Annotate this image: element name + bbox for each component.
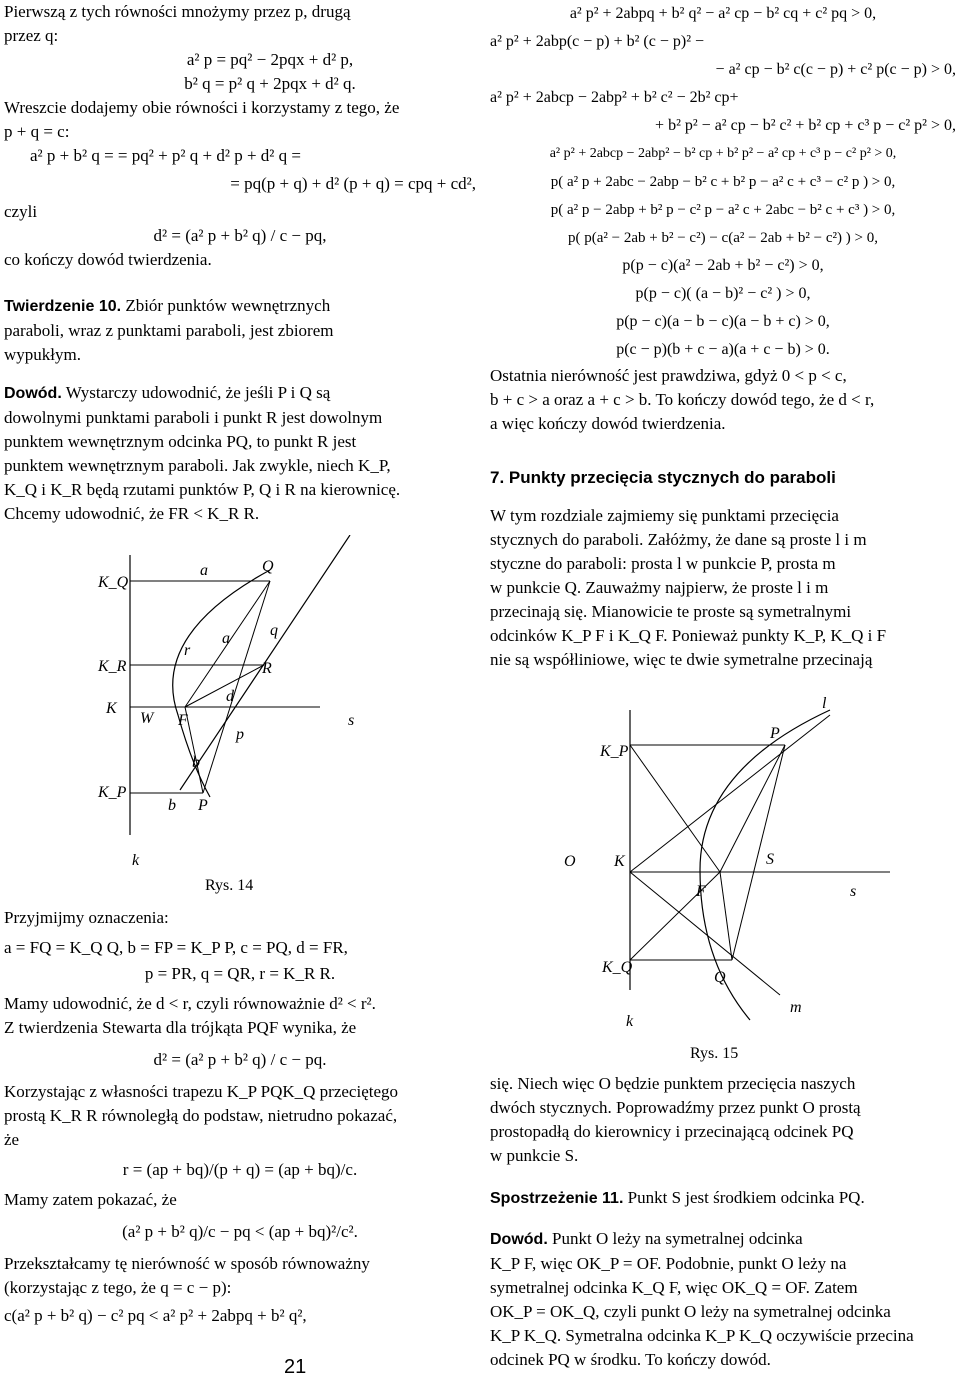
proof-text: Punkt O leży na symetralnej odcinka [552, 1229, 803, 1248]
section-heading: 7. Punkty przecięcia stycznych do paraboli [490, 468, 836, 487]
figure-15 [560, 690, 900, 1030]
proof-label: Dowód. [4, 385, 62, 402]
text-line: w punkcie Q. Zauważmy najpierw, że proste l i m [490, 578, 829, 597]
observation-text: Punkt S jest środkiem odcinka PQ. [627, 1188, 865, 1207]
text-line: K_P F, więc OK_P = OF. Podobnie, punkt O leży na [490, 1254, 847, 1273]
text-line: Mamy zatem pokazać, że [4, 1190, 177, 1209]
left-column [4, 0, 476, 526]
label-k: K [614, 853, 625, 870]
equation: p(p − c)(a² − 2ab + b² − c²) > 0, [622, 257, 824, 274]
proof [490, 1227, 956, 1252]
label-k-directrix: k [626, 1013, 634, 1030]
theorem-label: Twierdzenie 10. [4, 298, 122, 315]
label-kp: K_P [600, 743, 629, 760]
text-line: b + c > a oraz a + c > b. To kończy dowód tego, że d < r, [490, 390, 875, 409]
label-a-mid: a [222, 630, 230, 647]
segment-pf [720, 745, 785, 872]
observation [490, 1186, 956, 1211]
theorem-text: Zbiór punktów wewnętrznych [125, 296, 331, 315]
label-l: l [822, 695, 827, 712]
segment-kq-f [630, 872, 720, 960]
label-m: m [790, 999, 802, 1016]
text-line: że [4, 1130, 20, 1149]
parabola [173, 570, 270, 797]
segment-pq [732, 745, 785, 960]
label-r: r [184, 642, 191, 659]
proof-label: Dowód. [490, 1231, 548, 1248]
label-o: O [564, 853, 576, 870]
equation: p(p − c)( (a − b)² − c² ) > 0, [635, 285, 811, 302]
label-p-point: P [198, 797, 208, 814]
equation: p( a² p + 2abc − 2abp − b² c + b² p − a² c + c³ − c² p ) > 0, [550, 174, 896, 190]
label-q-point: Q [262, 558, 274, 575]
label-s: s [348, 712, 355, 729]
text-line: odcinek PQ w środku. To kończy dowód. [490, 1350, 771, 1369]
equation: a² p² + 2abcp − 2abp² + b² c² − 2b² cp+ [490, 89, 739, 106]
equation: (a² p + b² q)/c − pq < (ap + bq)²/c². [122, 1222, 358, 1241]
label-q: Q [714, 969, 726, 986]
label-kq: K_Q [602, 959, 633, 976]
text-line: Przyjmijmy oznaczenia: [4, 908, 169, 927]
figure-15-caption: Rys. 15 [690, 1045, 739, 1062]
label-r-point: R [262, 660, 272, 677]
text-line: paraboli, wraz z punktami paraboli, jest zbiorem [4, 321, 334, 340]
text-line: dwóch stycznych. Poprowadźmy przez punkt O prostą [490, 1098, 861, 1117]
theorem [4, 294, 476, 319]
text-line: nie są współliniowe, więc te dwie symetralne przecinają [490, 650, 873, 669]
text-line: Ostatnia nierówność jest prawdziwa, gdyż 0 < p < c, [490, 366, 847, 385]
text-line: Przekształcamy tę nierówność w sposób równoważny [4, 1254, 370, 1273]
page-number: 21 [284, 1356, 307, 1378]
equation: − a² cp − b² c(c − p) + c² p(c − p) > 0, [715, 61, 956, 78]
text-line: a więc kończy dowód twierdzenia. [490, 414, 726, 433]
label-k: K [106, 700, 117, 717]
text-line: przez q: [4, 26, 59, 45]
label-s: s [850, 883, 857, 900]
right-column [490, 0, 956, 672]
text-line: p + q = c: [4, 122, 70, 141]
text-line: K_Q i K_R będą rzutami punktów P, Q i R na kierownicę. [4, 480, 401, 499]
text-line: co kończy dowód twierdzenia. [4, 250, 212, 269]
text-line: W tym rozdziale zajmiemy się punktami przecięcia [490, 506, 839, 525]
label-s-point: S [766, 851, 774, 868]
text-line: odcinków K_P F i K_Q F. Ponieważ punkty K_P, K_Q i F [490, 626, 887, 645]
text-line: punktem wewnętrznym paraboli. Jak zwykle, niech K_P, [4, 456, 391, 475]
equation: r = (ap + bq)/(p + q) = (ap + bq)/c. [122, 1160, 358, 1179]
left-column-lower [4, 906, 476, 1328]
equation: a² p + b² q = = pq² + p² q + d² p + d² q = [30, 146, 301, 165]
text-line: w punkcie S. [490, 1146, 579, 1165]
equation: d² = (a² p + b² q) / c − pq, [153, 226, 327, 245]
label-q-seg: q [270, 622, 278, 639]
equation: a² p² + 2abcp − 2abp² − b² cp + b² p² − a² cp + c³ p − c² p² > 0, [549, 146, 897, 161]
text-line: wypukłym. [4, 345, 81, 364]
label-f: F [178, 712, 188, 729]
equation: p(c − p)(b + c − a)(a + c − b) > 0. [616, 341, 830, 358]
tangent-l [630, 715, 830, 872]
label-k-directrix: k [132, 852, 140, 869]
segment-fr [185, 665, 264, 707]
equation: + b² p² − a² cp − b² c² + b² cp + c³ p − c² p² > 0, [655, 117, 956, 134]
label-kp: K_P [98, 784, 127, 801]
equation: b² q = p² q + 2pqx + d² q. [184, 74, 356, 93]
text-line: Chcemy udowodnić, że FR < K_R R. [4, 504, 260, 523]
text-line: Wreszcie dodajemy obie równości i korzystamy z tego, że [4, 98, 400, 117]
equation: c(a² p + b² q) − c² pq < a² p² + 2abpq + b² q², [4, 1306, 307, 1325]
text-line: stycznych do paraboli. Załóżmy, że dane są proste l i m [490, 530, 867, 549]
text-line: Mamy udowodnić, że d < r, czyli równoważnie d² < r². [4, 994, 376, 1013]
text-line: dowolnymi punktami paraboli i punkt R jest dowolnym [4, 408, 383, 427]
label-b-bottom: b [168, 797, 176, 814]
equation: a² p² + 2abp(c − p) + b² (c − p)² − [490, 33, 705, 50]
right-column-lower [490, 1072, 956, 1372]
text-line: K_P K_Q. Symetralna odcinka K_P K_Q oczywiście przecina [490, 1326, 914, 1345]
label-kq: K_Q [98, 574, 129, 591]
text-line: punktem wewnętrznym odcinka PQ, to punkt R jest [4, 432, 357, 451]
proof-text: Wystarczy udowodnić, że jeśli P i Q są [65, 383, 331, 402]
label-w: W [140, 710, 154, 727]
label-a-top: a [200, 562, 208, 579]
label-kr: K_R [98, 658, 127, 675]
proof [4, 381, 476, 406]
text-line: Z twierdzenia Stewarta dla trójkąta PQF wynika, że [4, 1018, 357, 1037]
equation: p = PR, q = QR, r = K_R R. [144, 964, 336, 983]
figure-14-caption: Rys. 14 [205, 877, 254, 894]
label-f: F [696, 883, 706, 900]
text-line: prostą K_R R równoległą do podstaw, nietrudno pokazać, [4, 1106, 398, 1125]
label-p: P [770, 725, 780, 742]
text-line: się. Niech więc O będzie punktem przecięcia naszych [490, 1074, 856, 1093]
figure-14 [80, 535, 380, 905]
text-line: symetralnej odcinka K_Q F, więc OK_Q = OF. Zatem [490, 1278, 858, 1297]
text-line: (korzystając z tego, że q = c − p): [4, 1278, 232, 1297]
label-p-seg: p [236, 726, 244, 743]
text-line: Korzystając z własności trapezu K_P PQK_Q przeciętego [4, 1082, 399, 1101]
label-b-mid: b [192, 754, 200, 771]
observation-label: Spostrzeżenie 11. [490, 1190, 624, 1207]
text-line: Pierwszą z tych równości mnożymy przez p, drugą [4, 2, 351, 21]
equation: = pq(p + q) + d² (p + q) = cpq + cd², [230, 174, 476, 193]
segment-pq [203, 581, 270, 793]
equation: a² p = pq² − 2pqx + d² p, [186, 50, 354, 69]
equation: a = FQ = K_Q Q, b = FP = K_P P, c = PQ, d = FR, [4, 938, 348, 957]
text-line: przecinają się. Mianowicie te proste są symetralnymi [490, 602, 852, 621]
segment-kp-f [630, 745, 720, 872]
equation: p(p − c)(a − b − c)(a − b + c) > 0, [616, 313, 830, 330]
text-line: styczne do paraboli: prosta l w punkcie P, prosta m [490, 554, 836, 573]
text-line: OK_P = OK_Q, czyli punkt O leży na symetralnej odcinka [490, 1302, 891, 1321]
equation: a² p² + 2abpq + b² q² − a² cp − b² cq + c² pq > 0, [569, 5, 877, 22]
text-line: prostopadłą do kierownicy i przecinającą odcinek PQ [490, 1122, 854, 1141]
equation: p( p(a² − 2ab + b² − c²) − c(a² − 2ab + b² − c²) ) > 0, [568, 230, 878, 246]
equation: d² = (a² p + b² q) / c − pq. [153, 1050, 327, 1069]
text-line: czyli [4, 202, 38, 221]
label-d: d [226, 688, 234, 705]
equation: p( a² p − 2abp + b² p − c² p − a² c + 2abc − b² c + c³ ) > 0, [550, 202, 896, 218]
